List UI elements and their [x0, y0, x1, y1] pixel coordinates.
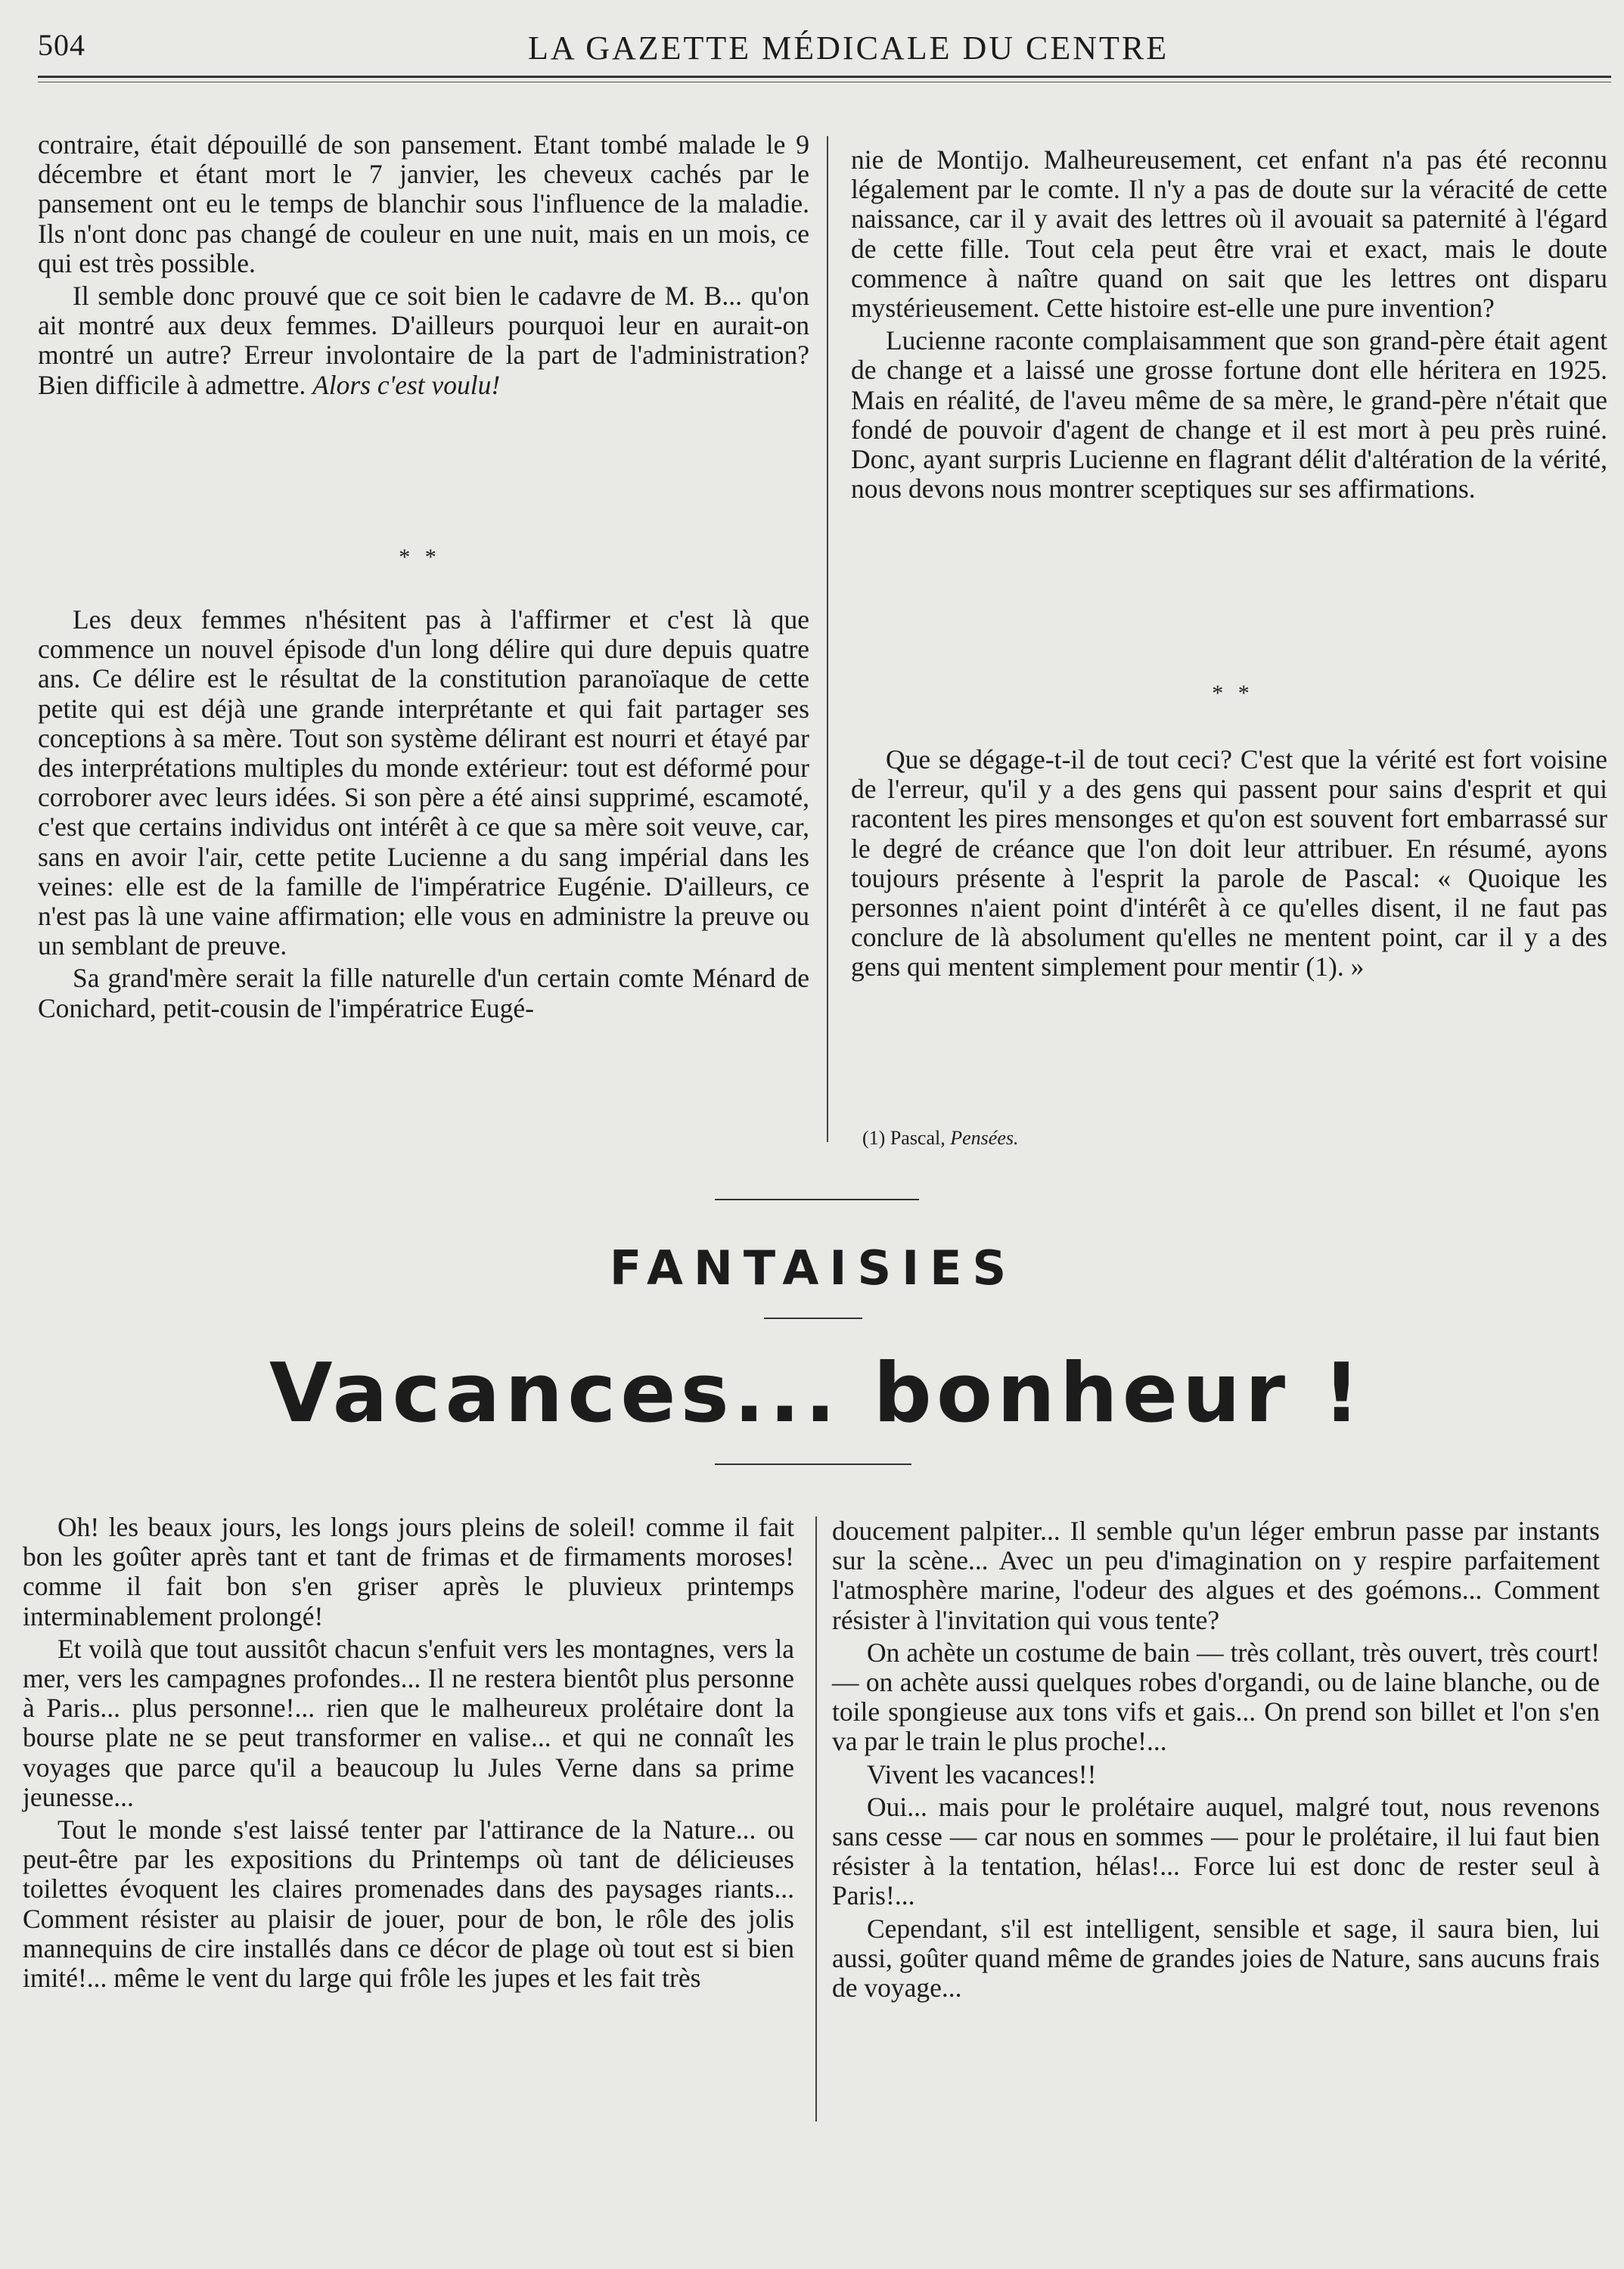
- paragraph: Les deux femmes n'hésitent pas à l'affirmer et c'est là que commence un nouvel épisode d'un long délire qui dure depuis quatre ans. Ce délire est le résultat de la constitution paranoïaque de cette petite qui est déjà une grande interprétante et qui fait partager ses conceptions à sa mère. Tout son système délirant est nourri et étayé par des interprétations multiples du monde extérieur: tout est déformé pour corroborer avec leurs idées. Si son père a été ainsi supprimé, escamoté, c'est que certains individus ont intérêt à ce que sa mère soit veuve, car, sans en avoir l'air, cette petite Lucienne a du sang impérial dans les veines: elle est de la famille de l'impératrice Eugénie. D'ailleurs, ce n'est pas là une vaine affirmation; elle vous en administre la preuve ou un semblant de preuve.: [38, 604, 809, 961]
- paragraph: Lucienne raconte complaisamment que son grand-père était agent de change et a laissé une grosse fortune dont elle héritera en 1925. Mais en réalité, de l'aveu même de sa mère, le grand-père n'était que fondé de pouvoir d'agent de change et il est mort à peu près ruiné. Donc, ayant surpris Lucienne en flagrant délit d'altération de la vérité, nous devons nous montrer sceptiques sur ses affirmations.: [851, 325, 1607, 504]
- top-left-column: [38, 130, 809, 400]
- paragraph: Vivent les vacances!!: [867, 1758, 1097, 1789]
- column-divider: [827, 136, 828, 1142]
- journal-title: LA GAZETTE MÉDICALE DU CENTRE: [528, 29, 1169, 67]
- footnote-work: Pensées.: [950, 1127, 1019, 1149]
- paragraph: Oh! les beaux jours, les longs jours pleins de soleil! comme il fait bon les goûter après tant et tant de frimas et de firmaments moroses! comme il fait bon s'en griser après le pluvieux printemps interminablement prolongé!: [23, 1512, 794, 1631]
- section-stars: * *: [399, 545, 441, 570]
- article-title: Vacances... bonheur !: [269, 1346, 1365, 1441]
- paragraph: Tout le monde s'est laissé tenter par l'attirance de la Nature... ou peut-être par les expositions du Printemps où tant de délicieuses toilettes évoquent les claires promenades dans des paysages riants... Comment résister au plaisir de jouer, pour de bon, le rôle des jolis mannequins de cire installés dans ce décor de plage où tout est si bien imité!... même le vent du large qui frôle les jupes et les fait très: [23, 1814, 794, 1994]
- bottom-left-column: [23, 1513, 794, 1993]
- section-stars: * *: [1212, 681, 1254, 706]
- paragraph: Et voilà que tout aussitôt chacun s'enfuit vers les montagnes, vers la mer, vers les campagnes profondes... Il ne restera bientôt plus personne à Paris... plus personne!... rien que le malheureux prolétaire dont la bourse plate ne se peut transformer en valise... et qui ne connaît les voyages que parce qu'il a beaucoup lu Jules Verne dans sa prime jeunesse...: [23, 1633, 794, 1812]
- paragraph: On achète un costume de bain — très collant, très ouvert, très court! — on achète aussi quelques robes d'organdi, ou de laine blanche, ou de toile spongieuse aux tons vifs et gais... On prend son billet et l'on s'en va par le train le plus proche!...: [832, 1637, 1600, 1757]
- paragraph: contraire, était dépouillé de son pansement. Etant tombé malade le 9 décembre et étant mort le 7 janvier, les cheveux cachés par le pansement ont eu le temps de blanchir sous l'influence de la maladie. Ils n'ont donc pas changé de couleur en une nuit, mais en un mois, ce qui est très possible.: [38, 129, 809, 278]
- paragraph: Cependant, s'il est intelligent, sensible et sage, il saura bien, lui aussi, goûter quand même de grandes joies de Nature, sans aucuns frais de voyage...: [832, 1913, 1600, 2004]
- page-header: [38, 21, 1611, 82]
- paragraph: Oui... mais pour le prolétaire auquel, malgré tout, nous revenons sans cesse — car nous en sommes — pour le prolétaire, il lui faut bien résister à la tentation, hélas!... Force lui est donc de rester seul à Paris!...: [832, 1791, 1600, 1911]
- top-right-column: [851, 145, 1607, 504]
- paragraph: Que se dégage-t-il de tout ceci? C'est que la vérité est fort voisine de l'erreur, qu'il y a des gens qui passent pour sains d'esprit et qui racontent les pires mensonges et qu'on est souvent fort embarrassé sur le degré de créance que l'on doit leur attribuer. En résumé, ayons toujours présente à l'esprit la parole de Pascal: « Quoique les personnes n'aient point d'intérêt à ce qu'elles disent, il ne faut pas conclure de là absolument qu'elles ne mentent point, car il y a des gens qui mentent simplement pour mentir (1). »: [851, 744, 1607, 982]
- bottom-right-column: [832, 1516, 1600, 2003]
- page-number: 504: [38, 28, 85, 62]
- section-rule: [715, 1199, 919, 1200]
- title-rule: [715, 1464, 911, 1465]
- footnote-reference: (1) Pascal,: [862, 1127, 946, 1149]
- top-left-column-continued: [38, 605, 809, 1023]
- paragraph: Il semble donc prouvé que ce soit bien le cadavre de M. B... qu'on ait montré aux deux femmes. D'ailleurs pourquoi leur en aurait-on montré un autre? Erreur involontaire de la part de l'administration? Bien difficile à admettre. Alors c'est voulu!: [38, 281, 809, 400]
- column-divider: [815, 1516, 817, 2122]
- paragraph: nie de Montijo. Malheureusement, cet enfant n'a pas été reconnu légalement par le comte. Il n'y a pas de doute sur la véracité de cette naissance, car il y avait des lettres où il avouait sa paternité à l'égard de cette fille. Tout cela peut être vrai et exact, mais le doute commence à naître quand on sait que les lettres ont disparu mystérieusement. Cette histoire est-elle une pure invention?: [851, 144, 1607, 324]
- italic-phrase: Alors c'est voulu!: [312, 369, 501, 400]
- footnote: [862, 1127, 1019, 1150]
- header-rule: [38, 76, 1611, 78]
- paragraph: doucement palpiter... Il semble qu'un léger embrun passe par instants sur la scène... Avec un peu d'imagination on y respire parfaitement l'atmosphère marine, l'odeur des algues et des goémons... Comment résister à l'invitation qui vous tente?: [832, 1516, 1600, 1635]
- paragraph: Sa grand'mère serait la fille naturelle d'un certain comte Ménard de Conichard, petit-cousin de l'impératrice Eugé-: [38, 963, 809, 1023]
- top-right-column-continued: [851, 745, 1607, 982]
- section-heading: FANTAISIES: [609, 1240, 1017, 1296]
- heading-rule: [764, 1318, 862, 1319]
